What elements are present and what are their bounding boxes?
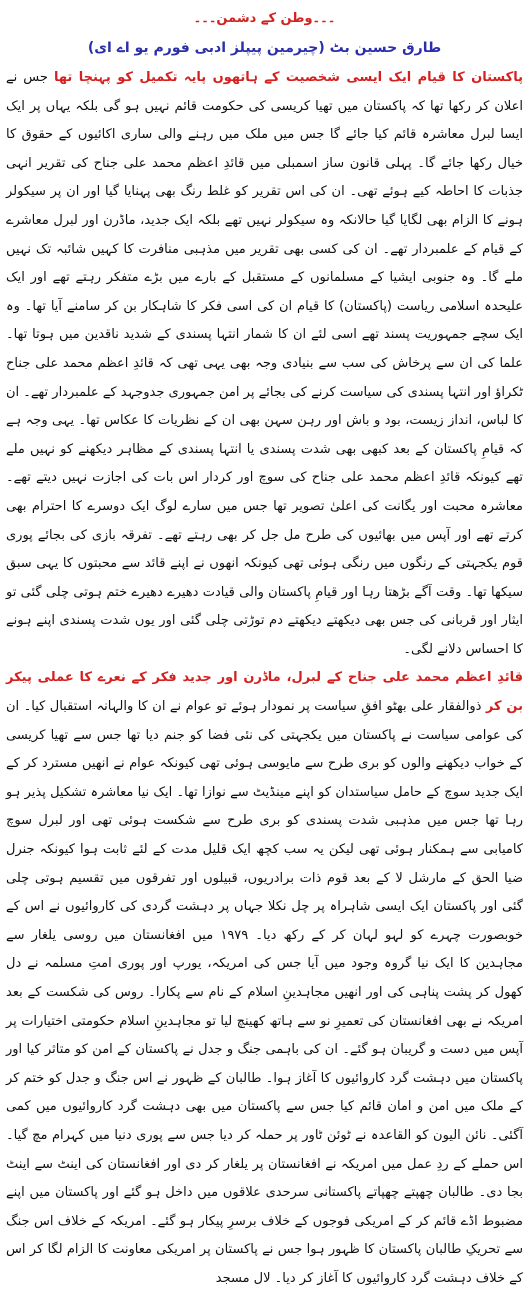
paragraph-2 — [6, 664, 523, 1293]
paragraph-2-text: ذوالفقار علی بھٹو افقِ سیاست پر نمودار ہوئے تو عوام نے ان کا والہانہ استقبال کیا۔ ان کی عوامی سیاست نے پاکستان میں یکجہتی کی نئی فضا کو جنم دیا تھا جس سے تھیا کریسی کے خواب دیکھنے والوں کو بری طرح سے مایوسی ہوئی تھی کیونکہ عوام نے انھیں مسترد کر کے ایک جدید سوچ کے حامل سیاستدان کو اپنے مینڈیٹ سے نوازا تھا۔ ایک نیا معاشرہ تشکیل پذیر ہو رہا تھا جس میں مذہبی شدت پسندی کو بری طرح سے شکست ہوئی تھی اور لبرل سوچ کامیابی سے ہمکنار ہوئی تھی لیکن یہ سب کچھ ایک قلیل مدت کے لئے ثابت ہوا کیونکہ جنرل ضیا الحق کے مارشل لا کے بعد قوم ذات برادریوں، قبیلوں اور تفرقوں میں تقسیم ہوتی چلی گئی اور پاکستان ایک ایسی شاہراہ پر چل نکلا جہاں پر دہشت گردی کی کاروائیوں نے اس کے خوبصورت چہرے کو لہو لہان کر کے رکھ دیا۔ ۱۹۷۹ میں افغانستان میں روسی یلغار سے مجاہدین کا ایک نیا گروہ وجود میں آیا جس کی امریکہ، یورپ اور پوری امتِ مسلمہ نے دل کھول کر پشت پناہی کی اور انھیں مجاہدینِ اسلام کے نام سے پکارا۔ روس کی شکست کے بعد امریکہ نے بھی افغانستان کی تعمیرِ نو سے ہاتھ کھینچ لیا تو مجاہدینِ اسلام حکومتی اختیارات پر آپس میں دست و گریبان ہو گئے۔ ان کی باہمی جنگ و جدل نے پاکستان کے امن کو متاثر کیا اور پاکستان میں دہشت گرد کاروائیوں کا آغاز ہوا۔ طالبان کے ظہور نے اس جنگ و جدل کو ختم کر کے ملک میں امن و امان قائم کیا جس سے پاکستان میں بھی دہشت گرد کاروائیوں میں کمی آگئی۔ نائن الیون کو القاعدہ نے ٹوئن ٹاور پر حملہ کر دیا جس سے پوری دنیا میں کہرام مچ گیا۔ اس حملے کے ردِ عمل میں امریکہ نے افغانستان پر یلغار کر دی اور افغانستان کی اینٹ سے اینٹ بجا دی۔ طالبان چھپتے چھپاتے پاکستانی سرحدی علاقوں میں داخل ہو گئے اور پاکستان میں اپنے مضبوط اڈے قائم کر کے امریکی فوجوں کے خلاف برسرِ پیکار ہو گئے۔ امریکہ کے خلاف اس جنگ سے تحریکِ طالبان پاکستان کا ظہور ہوا جس نے پاکستان پر امریکی معاونت کا الزام لگا کر اس کے خلاف دہشت گرد کاروائیوں کا آغاز کر دیا۔ لال مسجد — [6, 699, 523, 1286]
paragraph-2-lead: قائدِ اعظم محمد علی جناح کے لبرل، ماڈرن اور جدید فکر کے نعرے کا عملی پیکر بن کر — [6, 670, 523, 715]
article-byline: طارق حسین بٹ (چیرمین پیپلز ادبی فورم یو اے ای) — [87, 40, 442, 56]
paragraph-1 — [6, 64, 523, 664]
paragraph-1-text: جس نے اعلان کر رکھا تھا کہ پاکستان میں تھیا کریسی کی حکومت قائم نہیں ہو گی بلکہ یہاں پر ایک ایسا لبرل معاشرہ قائم کیا جائے گا جس میں ملک میں رہنے والی ساری اکائیوں کے حقوق کا خیال رکھا جائے گا۔ پہلی قانون ساز اسمبلی میں قائدِ اعظم محمد علی جناح کی تقریر انہی جذبات کا احاطہ کیے ہوئے تھی۔ ان کی اس تقریر کو غلط رنگ بھی پہنایا گیا اور ان پر سیکولر ہونے کا الزام بھی لگایا گیا حالانکہ وہ سیکولر نہیں تھے بلکہ ایک جدید، ماڈرن اور لبرل معاشرے کے قیام کے علمبردار تھے۔ ان کی کسی بھی تقریر میں مذہبی منافرت کا کہیں شائبہ تک نہیں ملے گا۔ وہ جنوبی ایشیا کے مسلمانوں کے مستقبل کے بارے میں بڑے متفکر رہتے تھے اور ایک علیحدہ اسلامی ریاست (پاکستان) کا قیام ان کی اسی فکر کا شاہکار بن کر سامنے آیا تھا۔ وہ ایک سچے جمہوریت پسند تھے اسی لئے ان کا شمار انتہا پسندی کے شدید ناقدین میں ہوتا تھا۔ علما کی ان سے پرخاش کی سب سے بنیادی وجہ بھی یہی تھی کہ قائدِ اعظم محمد علی جناح ٹکراؤ اور انتہا پسندی کی سیاست کرنے کی بجائے پر امن جمہوری جدوجہد کے علمبردار تھے۔ ان کا لباس، انداز زیست، بود و باش اور رہن سہن بھی ان کے نظریات کا عکاس تھا۔ یہی وجہ ہے کہ قیامِ پاکستان کے بعد کبھی بھی شدت پسندی یا انتہا پسندی کے مظاہر دیکھنے کو نہیں ملے تھے کیونکہ قائدِ اعظم محمد علی جناح کی سوچ اور کردار اس بات کی اجازت نہیں دیتے تھے۔ معاشرہ محبت اور یگانت کی اعلیٰ تصویر تھا جس میں سارے لوگ ایک دوسرے کا احترام بھی کرتے تھے اور آپس میں بھائیوں کی طرح مل جل کر بھی رہتے تھے۔ تفرقہ بازی کی بجائے پوری قوم یکجہتی کے رنگوں میں رنگی ہوئی تھی کیونکہ انھوں نے اپنے قائد سے محبتوں کا یہی سبق سیکھا تھا۔ وقت آگے بڑھتا رہا اور قیامِ پاکستان والی قیادت دھیرے دھیرے ختم ہوتی چلی گئی تو ایثار اور قربانی کی جس بھی دیکھتے دیکھتے دم توڑتی چلی گئی اور یوں شدت پسندی اپنے ہونے کا احساس دلانے لگی۔ — [6, 70, 523, 657]
article-body — [6, 64, 523, 1294]
paragraph-1-lead: پاکستان کا قیام ایک ایسی شخصیت کے ہاتھوں پایہ تکمیل کو پہنچا تھا — [53, 70, 523, 85]
article-title: ۔۔۔وطن کے دشمن۔۔۔ — [193, 11, 336, 26]
